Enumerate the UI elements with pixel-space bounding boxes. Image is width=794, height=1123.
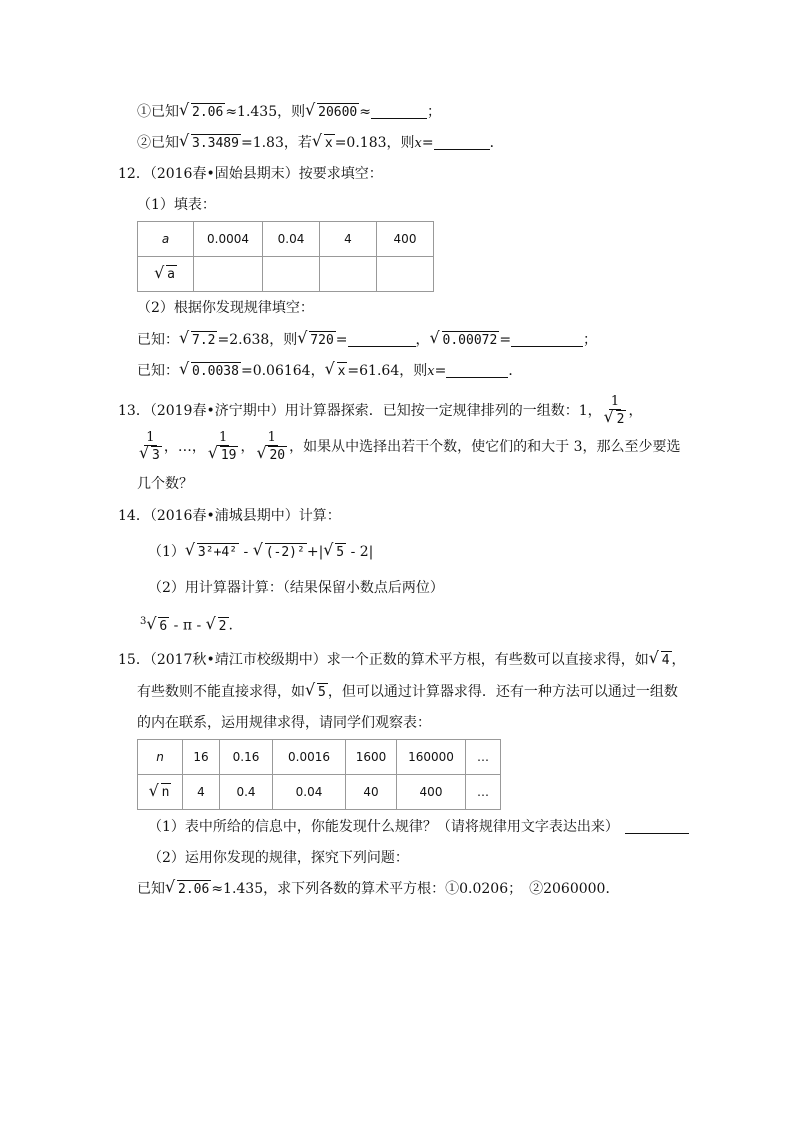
radicand: 20600 — [318, 105, 358, 120]
sqrt-2.06 — [180, 102, 225, 122]
radicand: 7.2 — [192, 333, 216, 348]
answer-blank[interactable] — [625, 819, 689, 834]
sqrt-0.00072 — [431, 330, 500, 350]
text: ． — [508, 363, 523, 379]
table-cell: 0.16 — [220, 740, 273, 775]
radicand: x — [337, 364, 346, 379]
text: =0.06164， — [240, 363, 325, 379]
sqrt-720 — [298, 330, 335, 350]
table-cell: 0.0004 — [194, 222, 263, 257]
sqrt-0.0038 — [180, 361, 241, 381]
sqrt-5 — [306, 682, 328, 702]
text: 15．（2017秋•靖江市校级期中）求一个正数的算术平方根，有些数可以直接求得，如 — [118, 652, 649, 668]
numerator: 1 — [610, 393, 620, 409]
var-x: x — [414, 136, 422, 151]
text: ， — [240, 439, 255, 455]
q12-line-1 — [137, 330, 597, 350]
table-cell: 400 — [397, 775, 466, 810]
q11-line-2 — [137, 133, 504, 154]
sqrt-x — [326, 361, 348, 381]
sqrt-3 — [140, 446, 162, 465]
text: = — [434, 363, 447, 379]
table-cell: 0.4 — [220, 775, 273, 810]
denominator — [139, 446, 162, 465]
radicand: x — [324, 136, 333, 151]
text: = — [499, 332, 512, 348]
sqrt-n — [150, 783, 172, 801]
table-cell: 0.0016 — [273, 740, 346, 775]
text: 已知： — [137, 363, 179, 379]
numerator: 1 — [146, 429, 155, 445]
radicand: 0.0038 — [192, 364, 239, 379]
text: ， — [671, 652, 686, 668]
denominator — [208, 446, 239, 465]
table-cell: 0.04 — [263, 222, 320, 257]
q11-line-1 — [137, 102, 441, 122]
table-cell: 40 — [346, 775, 397, 810]
radicand: (-2)² — [265, 545, 305, 560]
radicand: 2.06 — [192, 105, 224, 120]
text: （1） — [148, 544, 185, 560]
denominator — [256, 446, 287, 465]
text: ，如果从中选择出若干个数，使它们的和大于 3，那么至少要选 — [289, 439, 681, 455]
sqrt-a — [155, 265, 177, 283]
q12-part2: （2）根据你发现规律填空： — [137, 300, 314, 316]
q14-header: 14．（2016春•浦城县期中）计算： — [118, 508, 341, 524]
text: ； — [583, 332, 598, 348]
table-blank-cell[interactable] — [263, 257, 320, 292]
q13-line-2 — [137, 424, 681, 470]
sqrt-20600 — [306, 102, 359, 122]
radicand: 4 — [661, 653, 670, 668]
sqrt-19 — [209, 446, 239, 465]
text: ，…， — [163, 439, 206, 455]
table-cell: 4 — [183, 775, 220, 810]
table-cell: 400 — [377, 222, 434, 257]
text: - 2| — [346, 544, 374, 560]
radicand: 2 — [218, 618, 227, 634]
radicand: 5 — [336, 545, 345, 560]
text: - π - — [169, 617, 206, 634]
radicand: a — [167, 267, 175, 282]
text: ， — [628, 403, 643, 419]
sqrt-3.3489 — [180, 133, 241, 153]
text: 已知： — [137, 332, 179, 348]
q15-line-2 — [137, 682, 678, 702]
fraction-1-over-sqrt3 — [139, 430, 162, 465]
text: =0.183，则 — [334, 135, 415, 151]
cube-root-index: 3 — [140, 616, 147, 627]
table-cell: 4 — [320, 222, 377, 257]
q14-part2: （2）用计算器计算：（结果保留小数点后两位） — [148, 580, 444, 596]
text: ①已知 — [137, 104, 179, 120]
numerator: 1 — [219, 429, 228, 445]
radicand: 20 — [269, 447, 286, 463]
sqrt-sum-of-squares — [186, 540, 239, 564]
table-head-sqrt-a — [138, 257, 194, 292]
text: ，但可以通过计算器求得．还有一种方法可以通过一组数 — [327, 684, 678, 700]
answer-blank[interactable] — [511, 332, 583, 347]
text: +| — [306, 544, 324, 560]
q15-line-1 — [118, 650, 686, 670]
q12-header: 12．（2016春•固始县期末）按要求填空： — [118, 166, 383, 182]
radicand: 2 — [616, 411, 625, 427]
text: ； — [427, 104, 441, 120]
text: 13．（2019春•济宁期中）用计算器探索．已知按一定规律排列的一组数：1， — [118, 403, 602, 419]
sqrt-2.06 — [166, 879, 211, 899]
text: =61.64，则 — [347, 363, 428, 379]
text: ≈1.435，则 — [225, 104, 306, 120]
radicand: 2.06 — [178, 882, 210, 897]
sqrt-7.2 — [180, 330, 217, 350]
answer-blank[interactable] — [348, 332, 416, 347]
text: = — [421, 135, 434, 151]
sqrt-20 — [257, 446, 287, 465]
answer-blank[interactable] — [434, 135, 490, 150]
radicand: n — [161, 785, 170, 800]
text: 已知 — [137, 881, 165, 897]
text: ≈ — [359, 104, 371, 120]
radicand: 720 — [310, 333, 334, 348]
text: （1）表中所给的信息中，你能发现什么规律？（请将规律用文字表达出来） — [148, 819, 619, 835]
text: ②已知 — [137, 135, 179, 151]
table-head-n: n — [138, 740, 183, 775]
table-cell: … — [466, 740, 501, 775]
radicand: 6 — [159, 618, 168, 634]
table-blank-cell[interactable] — [320, 257, 377, 292]
q12-table — [137, 221, 434, 292]
q12-line-2 — [137, 361, 522, 382]
table-cell: … — [466, 775, 501, 810]
q14-part1 — [148, 540, 373, 564]
numerator: 1 — [267, 429, 276, 445]
sqrt-5 — [324, 540, 346, 564]
radicand: 3 — [152, 447, 160, 463]
sqrt-neg2-squared — [254, 540, 307, 564]
table-cell: 1600 — [346, 740, 397, 775]
q15-table — [137, 739, 501, 810]
answer-blank[interactable] — [446, 363, 508, 378]
text: =2.638，则 — [217, 332, 298, 348]
table-head-sqrt-n — [138, 775, 183, 810]
radicand: 19 — [220, 447, 237, 463]
text: . — [228, 617, 233, 634]
q14-expr — [140, 612, 233, 636]
radicand: 0.00072 — [442, 333, 498, 348]
text: 有些数则不能直接求得，如 — [137, 684, 305, 700]
table-blank-cell[interactable] — [194, 257, 263, 292]
fraction-1-over-sqrt20 — [256, 430, 287, 465]
sqrt-2 — [207, 616, 229, 636]
answer-blank[interactable] — [371, 104, 427, 119]
table-blank-cell[interactable] — [377, 257, 434, 292]
q13-line-3: 几个数？ — [137, 476, 193, 492]
text: ≈1.435，求下列各数的算术平方根：①0.0206； ②2060000． — [211, 881, 620, 897]
radicand: 3.3489 — [192, 136, 239, 151]
cbrt-6 — [147, 616, 169, 636]
text: = — [335, 332, 348, 348]
sqrt-4 — [650, 650, 672, 670]
table-cell: 160000 — [397, 740, 466, 775]
q15-last — [137, 879, 619, 899]
sqrt-x — [313, 133, 335, 153]
var-x: x — [427, 364, 435, 379]
fraction-1-over-sqrt19 — [208, 430, 239, 465]
text: - — [239, 544, 253, 560]
radicand: 5 — [318, 685, 326, 700]
table-cell: 16 — [183, 740, 220, 775]
table-head-a: a — [138, 222, 194, 257]
text: =1.83，若 — [240, 135, 312, 151]
q15-part2: （2）运用你发现的规律，探究下列问题： — [148, 850, 409, 866]
text: ． — [489, 135, 504, 151]
radicand: 3²+4² — [197, 545, 238, 560]
q12-part1: （1）填表： — [137, 197, 216, 213]
q15-line-3: 的内在联系，运用规律求得，请同学们观察表： — [137, 715, 431, 731]
table-cell: 0.04 — [273, 775, 346, 810]
q15-part1 — [148, 817, 689, 837]
text: ， — [415, 332, 430, 348]
